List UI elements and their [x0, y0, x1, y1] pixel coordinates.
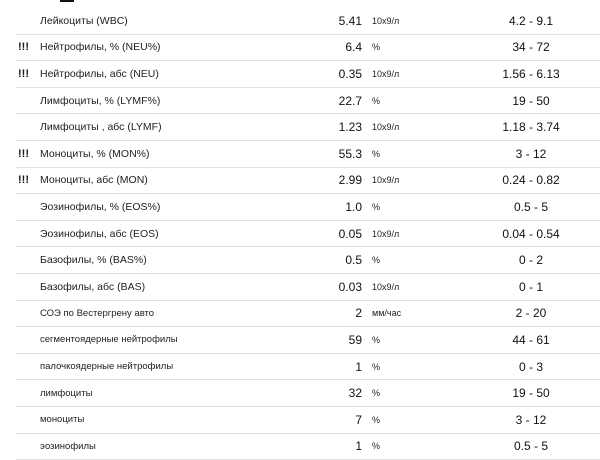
- unit-cell: %: [362, 140, 458, 167]
- flag-cell: [16, 220, 40, 247]
- table-row: [16, 140, 600, 167]
- result-value-cell: 2.99: [310, 167, 362, 194]
- table-row: [16, 87, 600, 114]
- test-name-cell: Нейтрофилы, % (NEU%): [40, 34, 310, 61]
- reference-range-cell: 3 - 12: [458, 406, 600, 433]
- reference-range-cell: 34 - 72: [458, 34, 600, 61]
- result-value-cell: 1: [310, 353, 362, 380]
- unit-cell: 10x9/л: [362, 167, 458, 194]
- flag-cell: !!!: [16, 167, 40, 194]
- table-row: [16, 273, 600, 300]
- flag-cell: [16, 87, 40, 114]
- unit-cell: %: [362, 406, 458, 433]
- table-row: [16, 220, 600, 247]
- flag-cell: [16, 353, 40, 380]
- table-row: [16, 247, 600, 274]
- table-row: [16, 406, 600, 433]
- unit-cell: 10x9/л: [362, 273, 458, 300]
- table-row: [16, 8, 600, 34]
- result-value-cell: 2: [310, 300, 362, 327]
- unit-cell: %: [362, 433, 458, 460]
- unit-cell: 10x9/л: [362, 61, 458, 88]
- reference-range-cell: 0 - 2: [458, 247, 600, 274]
- result-value-cell: 32: [310, 380, 362, 407]
- result-value-cell: 7: [310, 406, 362, 433]
- flag-cell: [16, 8, 40, 34]
- flag-cell: [16, 380, 40, 407]
- result-value-cell: 1.0: [310, 194, 362, 221]
- reference-range-cell: 0.5 - 5: [458, 433, 600, 460]
- test-name-cell: палочкоядерные нейтрофилы: [40, 353, 310, 380]
- test-name-cell: Эозинофилы, абс (EOS): [40, 220, 310, 247]
- test-name-cell: Лимфоциты, % (LYMF%): [40, 87, 310, 114]
- table-row: [16, 353, 600, 380]
- unit-cell: %: [362, 34, 458, 61]
- test-name-cell: Моноциты, абс (MON): [40, 167, 310, 194]
- test-name-cell: Базофилы, % (BAS%): [40, 247, 310, 274]
- reference-range-cell: 1.18 - 3.74: [458, 114, 600, 141]
- result-value-cell: 55.3: [310, 140, 362, 167]
- reference-range-cell: 19 - 50: [458, 87, 600, 114]
- reference-range-cell: 1.56 - 6.13: [458, 61, 600, 88]
- unit-cell: мм/час: [362, 300, 458, 327]
- test-name-cell: СОЭ по Вестергрену авто: [40, 300, 310, 327]
- unit-cell: %: [362, 247, 458, 274]
- result-value-cell: 6.4: [310, 34, 362, 61]
- result-value-cell: 0.35: [310, 61, 362, 88]
- table-row: [16, 114, 600, 141]
- reference-range-cell: 0.24 - 0.82: [458, 167, 600, 194]
- test-name-cell: Эозинофилы, % (EOS%): [40, 194, 310, 221]
- result-value-cell: 59: [310, 327, 362, 354]
- test-name-cell: лимфоциты: [40, 380, 310, 407]
- result-value-cell: 22.7: [310, 87, 362, 114]
- reference-range-cell: 2 - 20: [458, 300, 600, 327]
- flag-cell: !!!: [16, 61, 40, 88]
- table-row: [16, 327, 600, 354]
- test-name-cell: Базофилы, абс (BAS): [40, 273, 310, 300]
- table-row: [16, 300, 600, 327]
- lab-results-table: [16, 8, 600, 460]
- result-value-cell: 0.03: [310, 273, 362, 300]
- flag-cell: [16, 300, 40, 327]
- unit-cell: %: [362, 353, 458, 380]
- reference-range-cell: 4.2 - 9.1: [458, 8, 600, 34]
- flag-cell: [16, 247, 40, 274]
- unit-cell: 10x9/л: [362, 8, 458, 34]
- unit-cell: 10x9/л: [362, 114, 458, 141]
- flag-cell: [16, 114, 40, 141]
- reference-range-cell: 44 - 61: [458, 327, 600, 354]
- table-row: [16, 194, 600, 221]
- result-value-cell: 1.23: [310, 114, 362, 141]
- unit-cell: %: [362, 380, 458, 407]
- result-value-cell: 0.05: [310, 220, 362, 247]
- reference-range-cell: 0 - 3: [458, 353, 600, 380]
- reference-range-cell: 3 - 12: [458, 140, 600, 167]
- test-name-cell: Нейтрофилы, абс (NEU): [40, 61, 310, 88]
- test-name-cell: Моноциты, % (MON%): [40, 140, 310, 167]
- corner-mark: [60, 0, 74, 2]
- test-name-cell: моноциты: [40, 406, 310, 433]
- unit-cell: %: [362, 194, 458, 221]
- table-row: [16, 433, 600, 460]
- table-row: [16, 34, 600, 61]
- table-row: [16, 380, 600, 407]
- test-name-cell: эозинофилы: [40, 433, 310, 460]
- flag-cell: [16, 327, 40, 354]
- test-name-cell: сегментоядерные нейтрофилы: [40, 327, 310, 354]
- unit-cell: %: [362, 87, 458, 114]
- reference-range-cell: 0.04 - 0.54: [458, 220, 600, 247]
- reference-range-cell: 0 - 1: [458, 273, 600, 300]
- unit-cell: %: [362, 327, 458, 354]
- flag-cell: !!!: [16, 34, 40, 61]
- flag-cell: [16, 273, 40, 300]
- reference-range-cell: 0.5 - 5: [458, 194, 600, 221]
- result-value-cell: 5.41: [310, 8, 362, 34]
- flag-cell: [16, 194, 40, 221]
- test-name-cell: Лейкоциты (WBC): [40, 8, 310, 34]
- flag-cell: !!!: [16, 140, 40, 167]
- flag-cell: [16, 406, 40, 433]
- result-value-cell: 0.5: [310, 247, 362, 274]
- lab-results-body: [16, 8, 600, 460]
- result-value-cell: 1: [310, 433, 362, 460]
- test-name-cell: Лимфоциты , абс (LYMF): [40, 114, 310, 141]
- reference-range-cell: 19 - 50: [458, 380, 600, 407]
- flag-cell: [16, 433, 40, 460]
- table-row: [16, 61, 600, 88]
- table-row: [16, 167, 600, 194]
- unit-cell: 10x9/л: [362, 220, 458, 247]
